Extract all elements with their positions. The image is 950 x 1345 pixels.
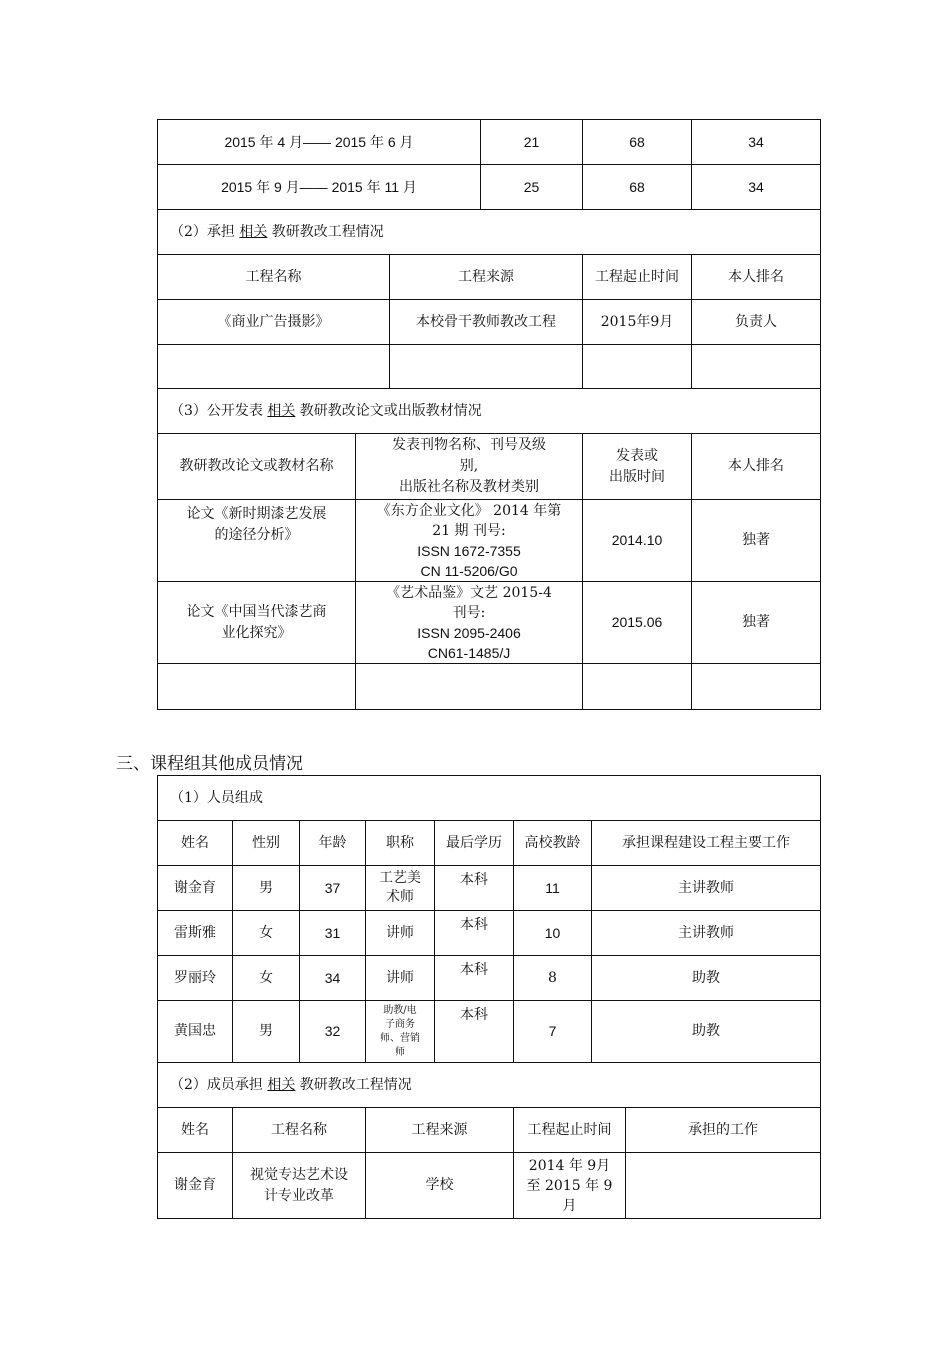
- value-cell: 68: [583, 120, 692, 165]
- section-title-row: [158, 210, 821, 255]
- member-years: 7: [514, 1001, 592, 1063]
- journal-info: [356, 500, 583, 582]
- table-row: [158, 582, 821, 664]
- header-row: [158, 821, 821, 866]
- text-line: 业化探究》: [221, 624, 292, 641]
- text-line: 《东方企业文化》 2014 年第: [376, 502, 562, 519]
- title-prefix: （2）成员承担: [170, 1076, 268, 1093]
- text-line: 师: [395, 1046, 405, 1058]
- title-underlined: 相关: [267, 402, 296, 419]
- header-cell: 职称: [366, 821, 435, 866]
- title-prefix: （3）公开发表: [170, 402, 268, 419]
- member-age: 34: [300, 956, 366, 1001]
- text-line: 工艺美: [379, 870, 421, 886]
- member-title: [366, 1001, 435, 1063]
- member-name: 黄国忠: [158, 1001, 233, 1063]
- value-cell: 25: [481, 165, 583, 210]
- member-name: 谢金育: [158, 1153, 233, 1219]
- text-line: 论文《新时期漆艺发展: [186, 506, 327, 522]
- text-line: 论文《中国当代漆艺商: [186, 603, 327, 620]
- value-cell: 68: [583, 165, 692, 210]
- member-work: 助教: [592, 956, 821, 1001]
- member-gender: 男: [233, 1001, 300, 1063]
- member-gender: 男: [233, 866, 300, 911]
- header-line: 发表或: [616, 447, 658, 464]
- header-cell: 承担课程建设工程主要工作: [592, 821, 821, 866]
- text-line: 至 2015 年 9: [526, 1177, 613, 1194]
- author-rank: 独著: [692, 582, 821, 664]
- text-line: 2014 年 9月: [528, 1157, 611, 1174]
- header-cell: 性别: [233, 821, 300, 866]
- project-source: 本校骨干教师教改工程: [390, 300, 583, 345]
- project-name: [233, 1153, 366, 1219]
- member-years: 10: [514, 911, 592, 956]
- header-cell: [356, 434, 583, 500]
- member-years: 8: [514, 956, 592, 1001]
- member-work: 主讲教师: [592, 911, 821, 956]
- project-name: 《商业广告摄影》: [158, 300, 390, 345]
- header-line: 出版社名称及教材类别: [399, 479, 539, 495]
- header-row: [158, 1108, 821, 1153]
- text-line: 21 期 刊号:: [432, 522, 506, 539]
- text-line: 月: [562, 1197, 577, 1214]
- text-line: 的途径分析》: [214, 527, 299, 543]
- table-row: [158, 300, 821, 345]
- period-cell: 2015 年 4 月—— 2015 年 6 月: [158, 120, 481, 165]
- section-title: [158, 389, 821, 434]
- project-work: [626, 1153, 821, 1219]
- teaching-info-table: [157, 119, 821, 710]
- value-cell: 21: [481, 120, 583, 165]
- title-prefix: （2）承担: [170, 223, 240, 240]
- member-edu: 本科: [435, 956, 514, 1001]
- section-title: [158, 1063, 821, 1108]
- publish-time: 2014.10: [583, 500, 692, 582]
- member-edu: 本科: [435, 866, 514, 911]
- member-name: 雷斯雅: [158, 911, 233, 956]
- member-name: 谢金育: [158, 866, 233, 911]
- section-title-row: [158, 389, 821, 434]
- member-row: [158, 1001, 821, 1063]
- empty-cell: [692, 664, 821, 710]
- header-cell: 最后学历: [435, 821, 514, 866]
- member-years: 11: [514, 866, 592, 911]
- header-cell: 工程名称: [158, 255, 390, 300]
- text-line: 师、营销: [380, 1032, 420, 1044]
- member-title: [366, 911, 435, 956]
- table-row: [158, 500, 821, 582]
- empty-cell: [158, 345, 390, 389]
- text-line: ISSN 2095-2406: [417, 624, 521, 641]
- members-table: [157, 775, 821, 1219]
- member-gender: 女: [233, 911, 300, 956]
- header-cell: 工程起止时间: [514, 1108, 626, 1153]
- empty-cell: [390, 345, 583, 389]
- member-row: [158, 866, 821, 911]
- text-line: 刊号:: [452, 604, 486, 621]
- project-row: [158, 1153, 821, 1219]
- empty-row: [158, 664, 821, 710]
- header-line: 别,: [459, 458, 479, 474]
- header-cell: 本人排名: [692, 255, 821, 300]
- member-work: 主讲教师: [592, 866, 821, 911]
- member-age: 37: [300, 866, 366, 911]
- header-cell: 姓名: [158, 821, 233, 866]
- empty-cell: [356, 664, 583, 710]
- period-row: [158, 165, 821, 210]
- header-cell: 工程来源: [366, 1108, 514, 1153]
- text-line: 讲师: [386, 969, 414, 986]
- section-title: （1）人员组成: [158, 776, 821, 821]
- member-title: [366, 866, 435, 911]
- member-work: 助教: [592, 1001, 821, 1063]
- value-cell: 34: [692, 165, 821, 210]
- period-cell: 2015 年 9 月—— 2015 年 11 月: [158, 165, 481, 210]
- text-line: 讲师: [386, 924, 414, 941]
- member-edu: 本科: [435, 1001, 514, 1063]
- empty-cell: [583, 664, 692, 710]
- author-rank: 独著: [692, 500, 821, 582]
- project-rank: 负责人: [692, 300, 821, 345]
- header-row: [158, 255, 821, 300]
- text-line: CN 11-5206/G0: [420, 562, 518, 579]
- title-underlined: 相关: [239, 223, 268, 240]
- empty-cell: [158, 664, 356, 710]
- journal-info: [356, 582, 583, 664]
- title-underlined: 相关: [267, 1076, 296, 1093]
- text-line: 计专业改革: [264, 1187, 334, 1204]
- header-cell: [583, 434, 692, 500]
- empty-cell: [692, 345, 821, 389]
- member-age: 32: [300, 1001, 366, 1063]
- project-time: 2015年9月: [583, 300, 692, 345]
- text-line: ISSN 1672-7355: [417, 542, 521, 559]
- member-name: 罗丽玲: [158, 956, 233, 1001]
- member-title: [366, 956, 435, 1001]
- header-line: 出版时间: [609, 468, 665, 485]
- section-title-row: [158, 776, 821, 821]
- title-suffix: 教研教改论文或出版教材情况: [295, 402, 482, 419]
- header-cell: 年龄: [300, 821, 366, 866]
- text-line: 子商务: [385, 1018, 415, 1030]
- header-cell: 本人排名: [692, 434, 821, 500]
- empty-cell: [583, 345, 692, 389]
- header-cell: 姓名: [158, 1108, 233, 1153]
- publish-time: 2015.06: [583, 582, 692, 664]
- text-line: 术师: [386, 889, 414, 905]
- member-gender: 女: [233, 956, 300, 1001]
- text-line: 《艺术品鉴》文艺 2015-4: [386, 584, 552, 601]
- text-line: 助教/电: [383, 1004, 417, 1016]
- header-cell: 工程来源: [390, 255, 583, 300]
- empty-row: [158, 345, 821, 389]
- title-suffix: 教研教改工程情况: [267, 223, 384, 240]
- member-age: 31: [300, 911, 366, 956]
- project-source: 学校: [366, 1153, 514, 1219]
- header-cell: 高校教龄: [514, 821, 592, 866]
- member-edu: 本科: [435, 911, 514, 956]
- header-row: [158, 434, 821, 500]
- title-suffix: 教研教改工程情况: [295, 1076, 412, 1093]
- value-cell: 34: [692, 120, 821, 165]
- paper-name: [158, 500, 356, 582]
- header-cell: 承担的工作: [626, 1108, 821, 1153]
- text-line: CN61-1485/J: [427, 644, 511, 661]
- text-line: 视觉专达艺术设: [250, 1166, 348, 1183]
- member-row: [158, 956, 821, 1001]
- section-title-row: [158, 1063, 821, 1108]
- section-title: [158, 210, 821, 255]
- paper-name: [158, 582, 356, 664]
- header-line: 发表刊物名称、刊号及级: [392, 437, 546, 453]
- project-time: [514, 1153, 626, 1219]
- header-cell: 工程起止时间: [583, 255, 692, 300]
- section-heading: 三、课程组其他成员情况: [116, 754, 303, 774]
- header-cell: 工程名称: [233, 1108, 366, 1153]
- header-cell: 教研教改论文或教材名称: [158, 434, 356, 500]
- period-row: [158, 120, 821, 165]
- member-row: [158, 911, 821, 956]
